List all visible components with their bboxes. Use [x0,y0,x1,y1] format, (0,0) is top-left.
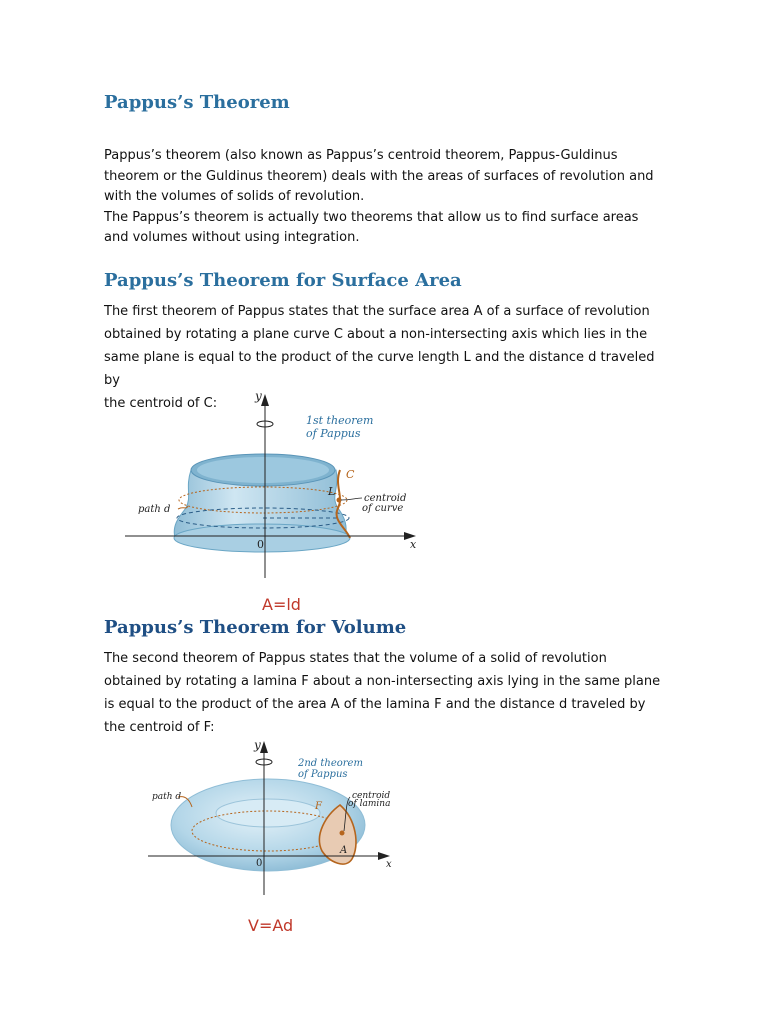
origin-label: 0 [257,538,264,551]
centroid-label: of lamina [348,799,391,809]
volume-figure [0,735,768,905]
x-label: x [410,538,417,551]
centroid-leader [341,498,362,500]
a-label: A [340,845,348,856]
centroid-dot [337,498,342,503]
f-label: F [315,801,322,812]
theorem-label: 2nd theorem [298,758,363,769]
top-opening [197,457,329,483]
lamina-centroid [340,831,345,836]
surface-line: the centroid of C: [104,396,218,411]
surface-heading: Pappus’s Theorem for Surface Area [104,270,462,291]
path-label: path d [152,792,182,802]
volume-heading: Pappus’s Theorem for Volume [104,617,407,638]
surface-line: obtained by rotating a plane curve C about a non-intersecting axis which lies in the [104,327,648,342]
theorem-label: of Pappus [298,769,348,780]
theorem-label: of Pappus [306,427,361,440]
intro-line: The Pappus’s theorem is actually two theorems that allow us to find surface areas [104,209,639,225]
y-label: y [254,738,261,752]
surface-figure [0,388,768,598]
volume-formula: V=Ad [248,916,294,935]
page-title: Pappus’s Theorem [104,92,290,113]
surface-line: The first theorem of Pappus states that the surface area A of a surface of revolution [104,304,650,319]
centroid-label: centroid [352,791,391,801]
surface-line: same plane is equal to the product of the curve length L and the distance d traveled by [104,350,655,388]
c-label: C [346,468,355,481]
y-axis-arrow [261,394,269,406]
surface-formula: A=ld [262,595,301,614]
intro-line: Pappus’s theorem (also known as Pappus’s centroid theorem, Pappus-Guldinus [104,148,618,163]
centroid-label: of curve [362,503,404,514]
y-axis-arrow [260,741,268,753]
y-label: y [255,389,262,403]
intro-paragraph [104,146,664,249]
x-label: x [386,859,392,870]
intro-line: theorem or the Guldinus theorem) deals with the areas of surfaces of revolution and [104,168,654,184]
path-label: path d [138,504,171,515]
l-label: L [328,485,336,498]
intro-line: with the volumes of solids of revolution. [104,189,365,204]
volume-line: The second theorem of Pappus states that the volume of a solid of revolution [104,651,607,666]
volume-line: the centroid of F: [104,720,215,735]
intro-line: and volumes without using integration. [104,230,360,245]
volume-line: obtained by rotating a lamina F about a non-intersecting axis lying in the same plane [104,674,661,689]
volume-paragraph [104,647,664,739]
origin-label: 0 [256,858,263,869]
theorem-label: 1st theorem [306,414,374,427]
volume-line: is equal to the product of the area A of the lamina F and the distance d traveled by [104,697,646,712]
centroid-label: centroid [364,493,407,504]
